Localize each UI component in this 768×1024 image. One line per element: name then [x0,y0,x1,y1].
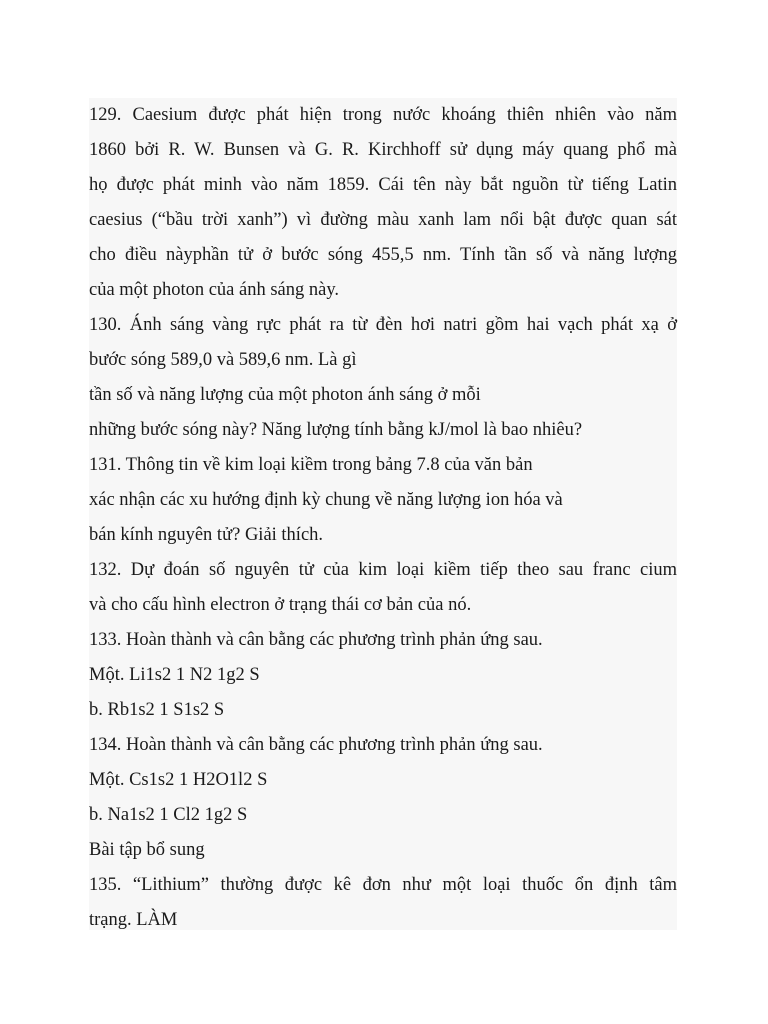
text-line-q131-2: xác nhận các xu hướng định kỳ chung về năng lượng ion hóa và [89,490,563,510]
text-line-q134-b: b. Na1s2 1 Cl2 1g2 S [89,805,248,825]
text-line-q135-2: trạng. LÀM [89,910,178,930]
text-line-q132-1: 132. Dự đoán số nguyên tử của kim loại kiềm tiếp theo sau franc cium [89,560,677,580]
text-line-q130-4: những bước sóng này? Năng lượng tính bằng kJ/mol là bao nhiêu? [89,420,583,440]
text-line-q130-2: bước sóng 589,0 và 589,6 nm. Là gì [89,350,357,370]
text-line-q135-1: 135. “Lithium” thường được kê đơn như một loại thuốc ổn định tâm [89,875,677,895]
text-line-q129-2: 1860 bởi R. W. Bunsen và G. R. Kirchhoff sử dụng máy quang phổ mà [89,140,677,160]
text-line-q131-3: bán kính nguyên tử? Giải thích. [89,525,324,545]
text-line-q134-1: 134. Hoàn thành và cân bằng các phương trình phản ứng sau. [89,735,543,755]
text-line-q129-3: họ được phát minh vào năm 1859. Cái tên này bắt nguồn từ tiếng Latin [89,175,677,195]
text-line-q129-4: caesius (“bầu trời xanh”) vì đường màu xanh lam nổi bật được quan sát [89,210,677,230]
text-line-q129-1: 129. Caesium được phát hiện trong nước khoáng thiên nhiên vào năm [89,105,677,125]
text-line-q131-1: 131. Thông tin về kim loại kiềm trong bảng 7.8 của văn bản [89,455,533,475]
section-heading-additional-exercises: Bài tập bổ sung [89,840,205,860]
text-line-q132-2: và cho cấu hình electron ở trạng thái cơ bản của nó. [89,595,472,615]
text-line-q133-a: Một. Li1s2 1 N2 1g2 S [89,665,260,685]
text-line-q129-5: cho điều nàyphần tử ở bước sóng 455,5 nm. Tính tần số và năng lượng [89,245,677,265]
text-line-q133-b: b. Rb1s2 1 S1s2 S [89,700,225,720]
text-line-q130-1: 130. Ánh sáng vàng rực phát ra từ đèn hơi natri gồm hai vạch phát xạ ở [89,315,677,335]
text-line-q130-3: tần số và năng lượng của một photon ánh sáng ở mỗi [89,385,481,405]
text-line-q134-a: Một. Cs1s2 1 H2O1l2 S [89,770,268,790]
text-line-q133-1: 133. Hoàn thành và cân bằng các phương trình phản ứng sau. [89,630,543,650]
document-text-block [89,98,677,930]
text-line-q129-6: của một photon của ánh sáng này. [89,280,340,300]
